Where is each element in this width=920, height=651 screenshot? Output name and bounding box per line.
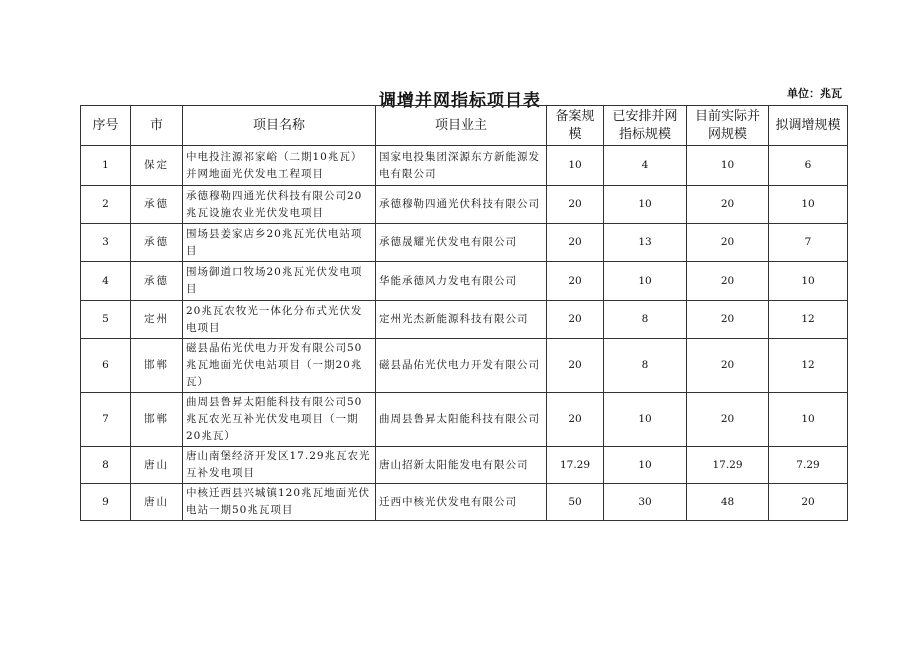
cell-filed: 20 <box>547 262 604 301</box>
cell-seq: 1 <box>81 146 131 186</box>
cell-project-name: 20兆瓦农牧光一体化分布式光伏发电项目 <box>183 301 376 339</box>
cell-filed: 10 <box>547 146 604 186</box>
cell-proposed: 10 <box>769 393 848 447</box>
header-row <box>81 106 848 146</box>
cell-owner: 承德穆勒四通光伏科技有限公司 <box>376 186 547 224</box>
cell-city: 承德 <box>131 224 183 262</box>
cell-filed: 20 <box>547 301 604 339</box>
cell-city: 承德 <box>131 186 183 224</box>
cell-arranged: 10 <box>604 186 687 224</box>
cell-seq: 2 <box>81 186 131 224</box>
cell-owner: 国家电投集团深源东方新能源发电有限公司 <box>376 146 547 186</box>
cell-owner: 承德晟耀光伏发电有限公司 <box>376 224 547 262</box>
cell-actual: 20 <box>687 339 769 393</box>
cell-arranged: 10 <box>604 393 687 447</box>
cell-proposed: 10 <box>769 262 848 301</box>
cell-actual: 20 <box>687 186 769 224</box>
header-proposed-scale: 拟调增规模 <box>769 106 848 146</box>
cell-filed: 20 <box>547 224 604 262</box>
cell-proposed: 12 <box>769 301 848 339</box>
cell-seq: 9 <box>81 484 131 521</box>
cell-seq: 4 <box>81 262 131 301</box>
cell-arranged: 10 <box>604 262 687 301</box>
cell-actual: 20 <box>687 262 769 301</box>
cell-filed: 17.29 <box>547 447 604 484</box>
header-actual-scale: 目前实际并网规模 <box>687 106 769 146</box>
cell-project-name: 中电投注源祁家峪（二期10兆瓦）并网地面光伏发电工程项目 <box>183 146 376 186</box>
cell-seq: 7 <box>81 393 131 447</box>
cell-arranged: 4 <box>604 146 687 186</box>
table-row <box>81 186 848 224</box>
cell-filed: 20 <box>547 393 604 447</box>
cell-project-name: 围场御道口牧场20兆瓦光伏发电项目 <box>183 262 376 301</box>
cell-proposed: 20 <box>769 484 848 521</box>
table-row <box>81 447 848 484</box>
page-title: 调增并网指标项目表 <box>379 91 541 111</box>
cell-proposed: 7.29 <box>769 447 848 484</box>
cell-actual: 20 <box>687 393 769 447</box>
cell-owner: 磁县晶佑光伏电力开发有限公司 <box>376 339 547 393</box>
cell-project-name: 唐山南堡经济开发区17.29兆瓦农光互补发电项目 <box>183 447 376 484</box>
cell-owner: 迁西中核光伏发电有限公司 <box>376 484 547 521</box>
table-row <box>81 393 848 447</box>
cell-project-name: 曲周县鲁昇太阳能科技有限公司50兆瓦农光互补光伏发电项目（一期20兆瓦） <box>183 393 376 447</box>
cell-seq: 3 <box>81 224 131 262</box>
cell-proposed: 12 <box>769 339 848 393</box>
cell-city: 唐山 <box>131 484 183 521</box>
cell-arranged: 30 <box>604 484 687 521</box>
cell-owner: 定州光杰新能源科技有限公司 <box>376 301 547 339</box>
cell-proposed: 6 <box>769 146 848 186</box>
cell-filed: 20 <box>547 186 604 224</box>
cell-project-name: 围场县姜家店乡20兆瓦光伏电站项目 <box>183 224 376 262</box>
cell-proposed: 10 <box>769 186 848 224</box>
header-owner: 项目业主 <box>376 106 547 146</box>
cell-city: 邯郸 <box>131 339 183 393</box>
table-row <box>81 301 848 339</box>
cell-project-name: 磁县晶佑光伏电力开发有限公司50兆瓦地面光伏电站项目（一期20兆瓦） <box>183 339 376 393</box>
table-row <box>81 484 848 521</box>
cell-owner: 曲周县鲁昇太阳能科技有限公司 <box>376 393 547 447</box>
cell-arranged: 10 <box>604 447 687 484</box>
cell-actual: 17.29 <box>687 447 769 484</box>
table-row <box>81 339 848 393</box>
cell-city: 唐山 <box>131 447 183 484</box>
cell-seq: 5 <box>81 301 131 339</box>
table-row <box>81 224 848 262</box>
cell-arranged: 8 <box>604 339 687 393</box>
table-row <box>81 262 848 301</box>
cell-project-name: 承德穆勒四通光伏科技有限公司20兆瓦设施农业光伏发电项目 <box>183 186 376 224</box>
cell-city: 承德 <box>131 262 183 301</box>
cell-seq: 8 <box>81 447 131 484</box>
cell-actual: 48 <box>687 484 769 521</box>
cell-city: 邯郸 <box>131 393 183 447</box>
header-filed-scale: 备案规模 <box>547 106 604 146</box>
cell-seq: 6 <box>81 339 131 393</box>
cell-arranged: 13 <box>604 224 687 262</box>
cell-filed: 50 <box>547 484 604 521</box>
cell-project-name: 中核迁西县兴城镇120兆瓦地面光伏电站一期50兆瓦项目 <box>183 484 376 521</box>
cell-owner: 唐山招新太阳能发电有限公司 <box>376 447 547 484</box>
header-city: 市 <box>131 106 183 146</box>
header-arranged-scale: 已安排并网指标规模 <box>604 106 687 146</box>
cell-actual: 10 <box>687 146 769 186</box>
cell-city: 定州 <box>131 301 183 339</box>
cell-proposed: 7 <box>769 224 848 262</box>
cell-actual: 20 <box>687 301 769 339</box>
unit-label: 单位：兆瓦 <box>787 87 842 100</box>
cell-owner: 华能承德风力发电有限公司 <box>376 262 547 301</box>
project-table <box>80 105 848 521</box>
cell-actual: 20 <box>687 224 769 262</box>
table-row <box>81 146 848 186</box>
cell-arranged: 8 <box>604 301 687 339</box>
header-seq: 序号 <box>81 106 131 146</box>
cell-filed: 20 <box>547 339 604 393</box>
cell-city: 保定 <box>131 146 183 186</box>
header-project-name: 项目名称 <box>183 106 376 146</box>
